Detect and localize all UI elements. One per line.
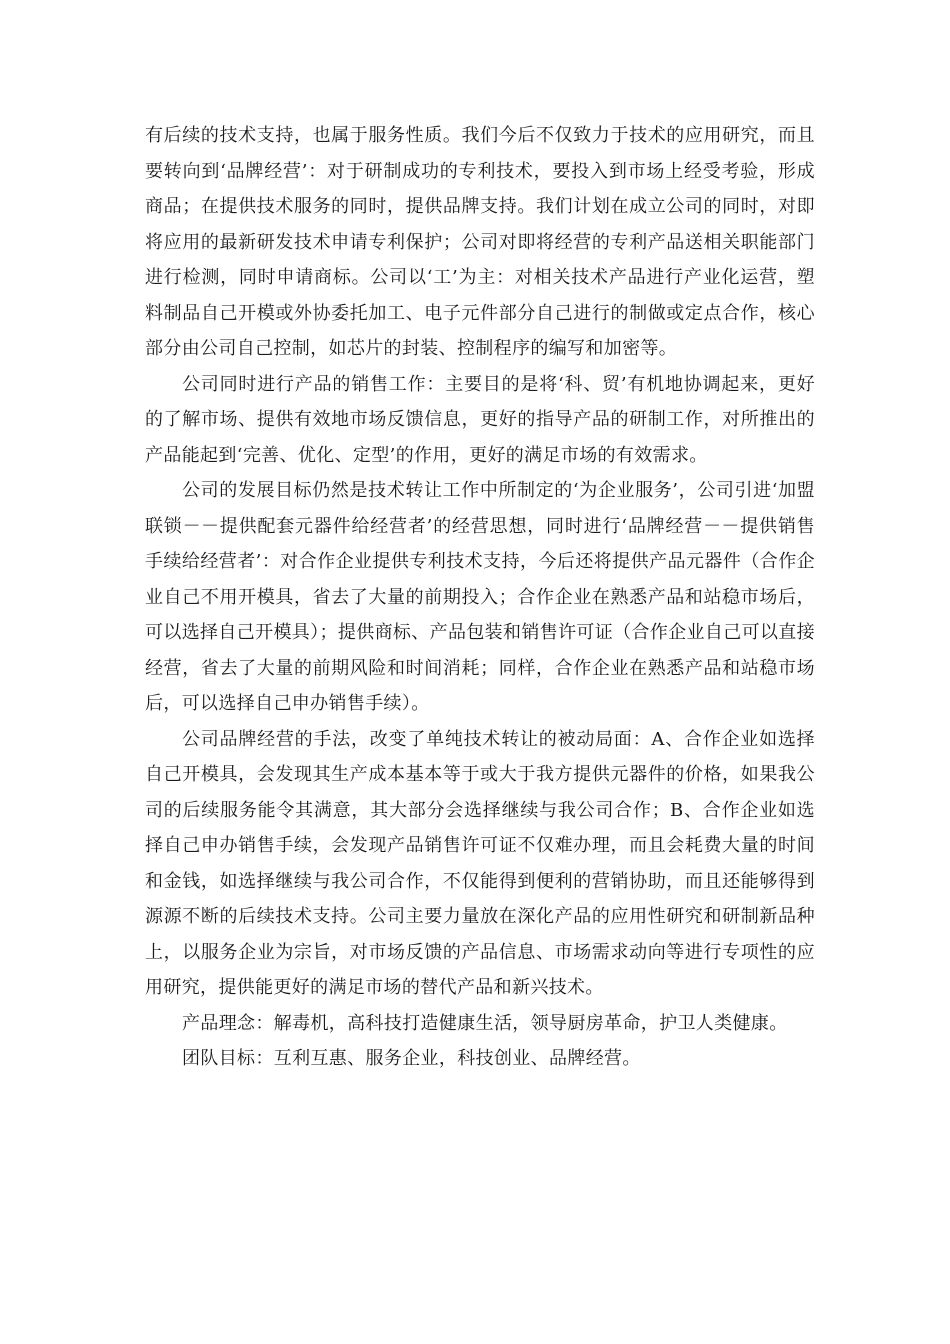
paragraph-continued: 有后续的技术支持，也属于服务性质。我们今后不仅致力于技术的应用研究，而且要转向到‘品牌经营’：对于研制成功的专利技术，要投入到市场上经受考验，形成商品；在提供技术服务的同时，提供品牌支持。我们计划在成立公司的同时，对即将应用的最新研发技术申请专利保护；公司对即将经营的专利产品送相关职能部门进行检测，同时申请商标。公司以‘工’为主：对相关技术产品进行产业化运营，塑料制品自己开模或外协委托加工、电子元件部分自己进行的制做或定点合作，核心部分由公司自己控制，如芯片的封装、控制程序的编写和加密等。 — [145, 125, 815, 359]
paragraph-team-goal: 团队目标：互利互惠、服务企业，科技创业、品牌经营。 — [182, 1048, 641, 1069]
paragraph-development-goal: 公司的发展目标仍然是技术转让工作中所制定的‘为企业服务’，公司引进‘加盟联锁－－提供配套元器件给经营者’的经营思想，同时进行‘品牌经营－－提供销售手续给经营者’：对合作企业提供专利技术支持，今后还将提供产品元器件（合作企业自己不用开模具，省去了大量的前期投入；合作企业在熟悉产品和站稳市场后，可以选择自己开模具）；提供商标、产品包装和销售许可证（合作企业自己可以直接经营，省去了大量的前期风险和时间消耗；同样，合作企业在熟悉产品和站稳市场后，可以选择自己申办销售手续）。 — [145, 480, 815, 714]
paragraph-product-concept: 产品理念：解毒机，高科技打造健康生活，领导厨房革命，护卫人类健康。 — [182, 1012, 788, 1034]
document-body — [145, 118, 815, 1077]
paragraph-sales-work: 公司同时进行产品的销售工作：主要目的是将‘科、贸’有机地协调起来，更好的了解市场、提供有效地市场反馈信息，更好的指导产品的研制工作，对所推出的产品能起到‘完善、优化、定型’的作用，更好的满足市场的有效需求。 — [145, 373, 815, 466]
paragraph-brand-strategy: 公司品牌经营的手法，改变了单纯技术转让的被动局面：A、合作企业如选择自己开模具，会发现其生产成本基本等于或大于我方提供元器件的价格，如果我公司的后续服务能令其满意，其大部分会选择继续与我公司合作；B、合作企业如选择自己申办销售手续，会发现产品销售许可证不仅难办理，而且会耗费大量的时间和金钱，如选择继续与我公司合作，不仅能得到便利的营销协助，而且还能够得到源源不断的后续技术支持。公司主要力量放在深化产品的应用性研究和研制新品种上，以服务企业为宗旨，对市场反馈的产品信息、市场需求动向等进行专项性的应用研究，提供能更好的满足市场的替代产品和新兴技术。 — [145, 728, 815, 998]
